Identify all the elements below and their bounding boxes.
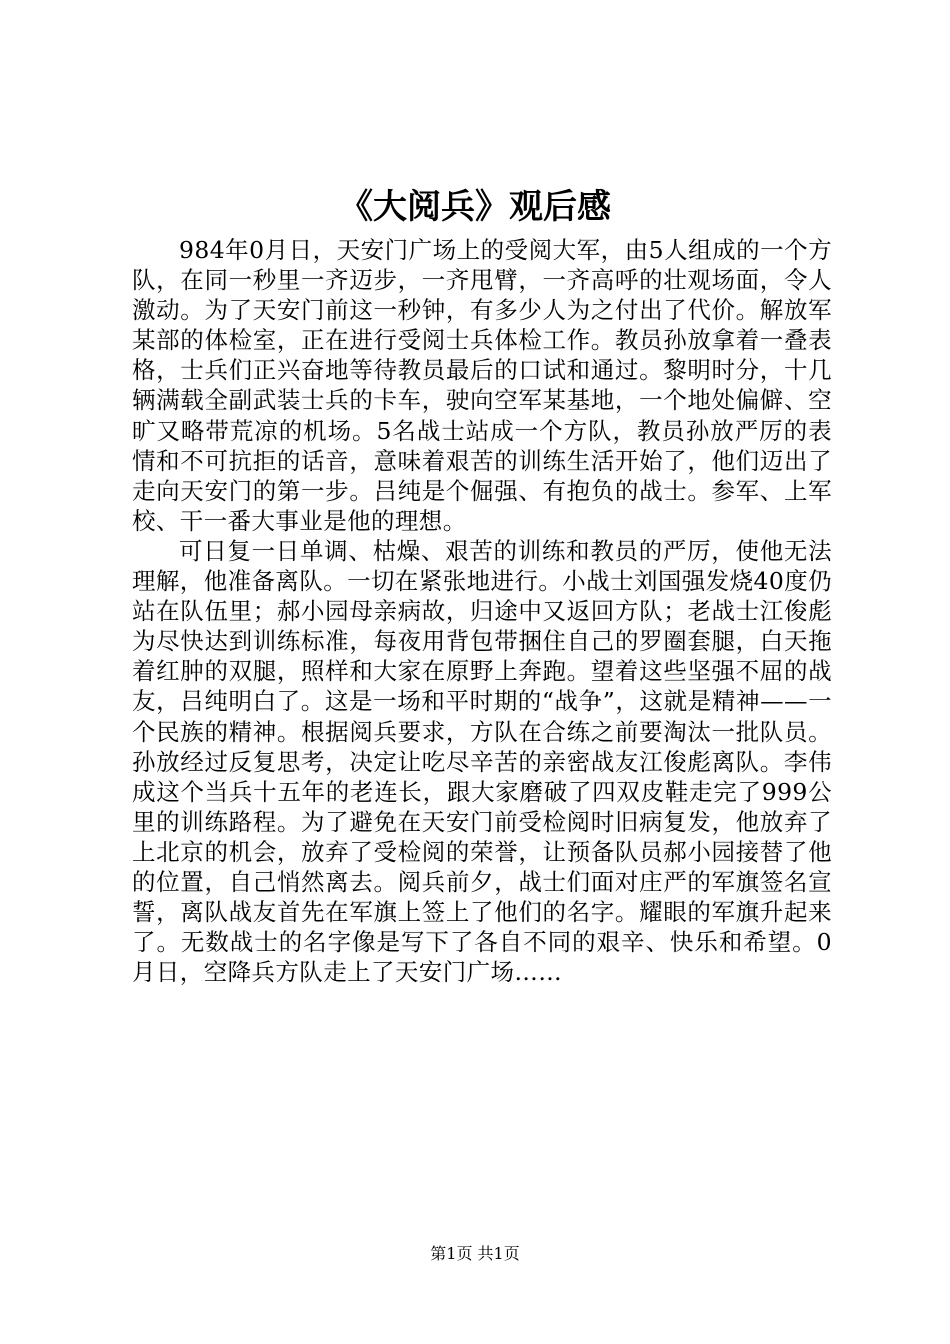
paragraph-2: 可日复一日单调、枯燥、艰苦的训练和教员的严厉，使他无法理解，他准备离队。一切在紧张地进行。小战士刘国强发烧40度仍站在队伍里；郝小园母亲病故，归途中又返回方队；老战士江俊彪为尽快达到训练标准，每夜用背包带捆住自己的罗圈套腿，白天拖着红肿的双腿，照样和大家在原野上奔跑。望着这些坚强不屈的战友，吕纯明白了。这是一场和平时期的“战争”，这就是精神——一个民族的精神。根据阅兵要求，方队在合练之前要淘汰一批队员。孙放经过反复思考，决定让吃尽辛苦的亲密战友江俊彪离队。李伟成这个当兵十五年的老连长，跟大家磨破了四双皮鞋走完了999公里的训练路程。为了避免在天安门前受检阅时旧病复发，他放弃了上北京的机会，放弃了受检阅的荣誉，让预备队员郝小园接替了他的位置，自己悄然离去。阅兵前夕，战士们面对庄严的军旗签名宣誓，离队战友首先在军旗上签上了他们的名字。耀眼的军旗升起来了。无数战士的名字像是写下了各自不同的艰辛、快乐和希望。0月日，空降兵方队走上了天安门广场…… xyxy=(132,536,832,987)
paragraph-1: 984年0月日，天安门广场上的受阅大军，由5人组成的一个方队，在同一秒里一齐迈步，一齐甩臂，一齐高呼的壮观场面，令人激动。为了天安门前这一秒钟，有多少人为之付出了代价。解放军某部的体检室，正在进行受阅士兵体检工作。教员孙放拿着一叠表格，士兵们正兴奋地等待教员最后的口试和通过。黎明时分，十几辆满载全副武装士兵的卡车，驶向空军某基地，一个地处偏僻、空旷又略带荒凉的机场。5名战士站成一个方队，教员孙放严厉的表情和不可抗拒的话音，意味着艰苦的训练生活开始了，他们迈出了走向天安门的第一步。吕纯是个倔强、有抱负的战士。参军、上军校、干一番大事业是他的理想。 xyxy=(132,236,832,535)
document-body xyxy=(132,235,832,987)
document-title: 《大阅兵》观后感 xyxy=(339,187,611,227)
page-footer: 第1页 共1页 xyxy=(430,1244,520,1263)
